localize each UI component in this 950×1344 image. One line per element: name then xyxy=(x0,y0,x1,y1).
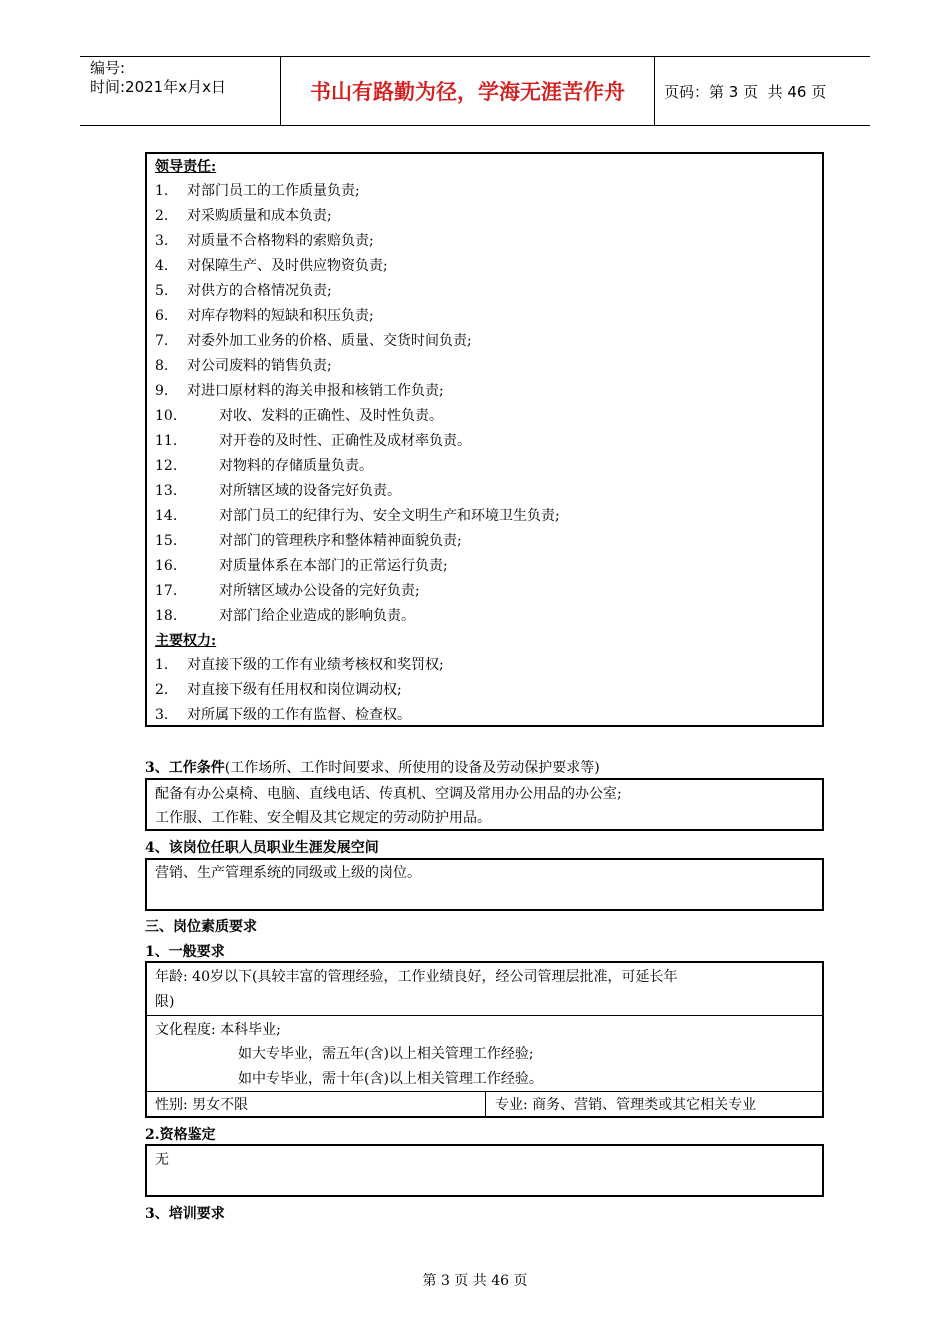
leadership-item-text: 对部门给企业造成的影响负责。 xyxy=(219,608,415,624)
age-line-cont: 限) xyxy=(155,994,175,1010)
leadership-item-text: 对委外加工业务的价格、质量、交货时间负责; xyxy=(187,333,472,349)
leadership-item xyxy=(155,332,472,350)
work-conditions-line: 工作服、工作鞋、安全帽及其它规定的劳动防护用品。 xyxy=(155,810,491,826)
career-heading: 4、该岗位任职人员职业生涯发展空间 xyxy=(145,840,379,856)
leadership-item xyxy=(155,507,560,525)
leadership-item-text: 对所辖区域的设备完好负责。 xyxy=(219,483,401,499)
power-item-text: 对直接下级有任用权和岗位调动权; xyxy=(187,682,402,698)
leadership-item xyxy=(155,232,374,250)
row-divider xyxy=(145,1015,824,1016)
power-item-number: 3. xyxy=(155,707,169,723)
leadership-item xyxy=(155,557,448,575)
qualification-box xyxy=(145,1144,824,1197)
leadership-item-text: 对部门员工的纪律行为、安全文明生产和环境卫生负责; xyxy=(219,508,560,524)
general-requirements-heading: 1、一般要求 xyxy=(145,944,225,960)
leadership-item-number: 16. xyxy=(155,558,178,574)
power-item-number: 1. xyxy=(155,657,169,673)
cell-divider xyxy=(485,1091,486,1117)
leadership-item-number: 10. xyxy=(155,408,178,424)
leadership-title: 领导责任: xyxy=(155,159,217,175)
power-item xyxy=(155,706,411,724)
time-label: 时间:2021年x月x日 xyxy=(90,78,226,96)
leadership-item xyxy=(155,432,471,450)
page-header xyxy=(80,56,870,126)
leadership-item-number: 13. xyxy=(155,483,178,499)
leadership-item-number: 17. xyxy=(155,583,178,599)
leadership-item-number: 12. xyxy=(155,458,178,474)
leadership-item-text: 对供方的合格情况负责; xyxy=(187,283,332,299)
page-footer: 第 3 页 共 46 页 xyxy=(422,1273,528,1289)
leadership-item xyxy=(155,582,420,600)
age-line: 年龄: 40岁以下(具较丰富的管理经验，工作业绩良好，经公司管理层批准，可延长年 xyxy=(155,969,678,985)
leadership-item xyxy=(155,407,443,425)
power-item xyxy=(155,681,402,699)
leadership-item xyxy=(155,257,388,275)
leadership-item xyxy=(155,457,373,475)
leadership-item xyxy=(155,282,332,300)
leadership-item-number: 5. xyxy=(155,283,169,299)
power-item-text: 对所属下级的工作有监督、检查权。 xyxy=(187,707,411,723)
education-line: 如大专毕业，需五年(含)以上相关管理工作经验; xyxy=(238,1046,534,1062)
leadership-item-number: 3. xyxy=(155,233,169,249)
leadership-item-number: 18. xyxy=(155,608,178,624)
gender-value: 性别: 男女不限 xyxy=(155,1097,249,1113)
leadership-item-text: 对质量不合格物料的索赔负责; xyxy=(187,233,374,249)
qualification-text: 无 xyxy=(155,1152,169,1168)
leadership-item-text: 对采购质量和成本负责; xyxy=(187,208,332,224)
training-heading: 3、培训要求 xyxy=(145,1206,225,1222)
leadership-item-number: 1. xyxy=(155,183,169,199)
leadership-item-text: 对收、发料的正确性、及时性负责。 xyxy=(219,408,443,424)
leadership-item xyxy=(155,382,444,400)
qualification-heading: 2.资格鉴定 xyxy=(145,1127,216,1143)
header-motto: 书山有路勤为径，学海无涯苦作舟 xyxy=(310,80,625,104)
leadership-item-text: 对开卷的及时性、正确性及成材率负责。 xyxy=(219,433,471,449)
education-label: 文化程度: 本科毕业; xyxy=(155,1022,281,1038)
leadership-item-number: 11. xyxy=(155,433,178,449)
quality-heading: 三、岗位素质要求 xyxy=(145,919,257,935)
leadership-item xyxy=(155,357,332,375)
leadership-item-text: 对所辖区域办公设备的完好负责; xyxy=(219,583,420,599)
power-item-text: 对直接下级的工作有业绩考核权和奖罚权; xyxy=(187,657,444,673)
leadership-item-number: 8. xyxy=(155,358,169,374)
leadership-item-number: 14. xyxy=(155,508,178,524)
leadership-item-number: 9. xyxy=(155,383,169,399)
header-page-number: 页码：第 3 页 共 46 页 xyxy=(664,82,827,101)
education-line: 如中专毕业，需十年(含)以上相关管理工作经验。 xyxy=(238,1071,543,1087)
leadership-item-text: 对部门员工的工作质量负责; xyxy=(187,183,360,199)
leadership-item-text: 对质量体系在本部门的正常运行负责; xyxy=(219,558,448,574)
leadership-item xyxy=(155,482,401,500)
leadership-item-text: 对保障生产、及时供应物资负责; xyxy=(187,258,388,274)
leadership-item-text: 对物料的存储质量负责。 xyxy=(219,458,373,474)
career-text: 营销、生产管理系统的同级或上级的岗位。 xyxy=(155,865,421,881)
leadership-item-number: 4. xyxy=(155,258,169,274)
leadership-item-number: 6. xyxy=(155,308,169,324)
leadership-item xyxy=(155,532,462,550)
leadership-item-text: 对库存物料的短缺和积压负责; xyxy=(187,308,374,324)
power-item xyxy=(155,656,444,674)
header-divider xyxy=(654,57,655,125)
work-conditions-heading: 3、工作条件(工作场所、工作时间要求、所使用的设备及劳动保护要求等) xyxy=(145,760,600,776)
leadership-item-number: 2. xyxy=(155,208,169,224)
leadership-item-text: 对部门的管理秩序和整体精神面貌负责; xyxy=(219,533,462,549)
leadership-item-text: 对进口原材料的海关申报和核销工作负责; xyxy=(187,383,444,399)
leadership-item xyxy=(155,182,360,200)
leadership-item-number: 15. xyxy=(155,533,178,549)
number-label: 编号: xyxy=(90,59,126,77)
power-item-number: 2. xyxy=(155,682,169,698)
header-meta xyxy=(90,59,282,97)
work-conditions-line: 配备有办公桌椅、电脑、直线电话、传真机、空调及常用办公用品的办公室; xyxy=(155,786,622,802)
powers-title: 主要权力: xyxy=(155,633,217,649)
major-value: 专业: 商务、营销、管理类或其它相关专业 xyxy=(495,1097,757,1113)
leadership-item xyxy=(155,207,332,225)
leadership-item-number: 7. xyxy=(155,333,169,349)
leadership-item xyxy=(155,607,415,625)
leadership-item xyxy=(155,307,374,325)
leadership-item-text: 对公司废料的销售负责; xyxy=(187,358,332,374)
